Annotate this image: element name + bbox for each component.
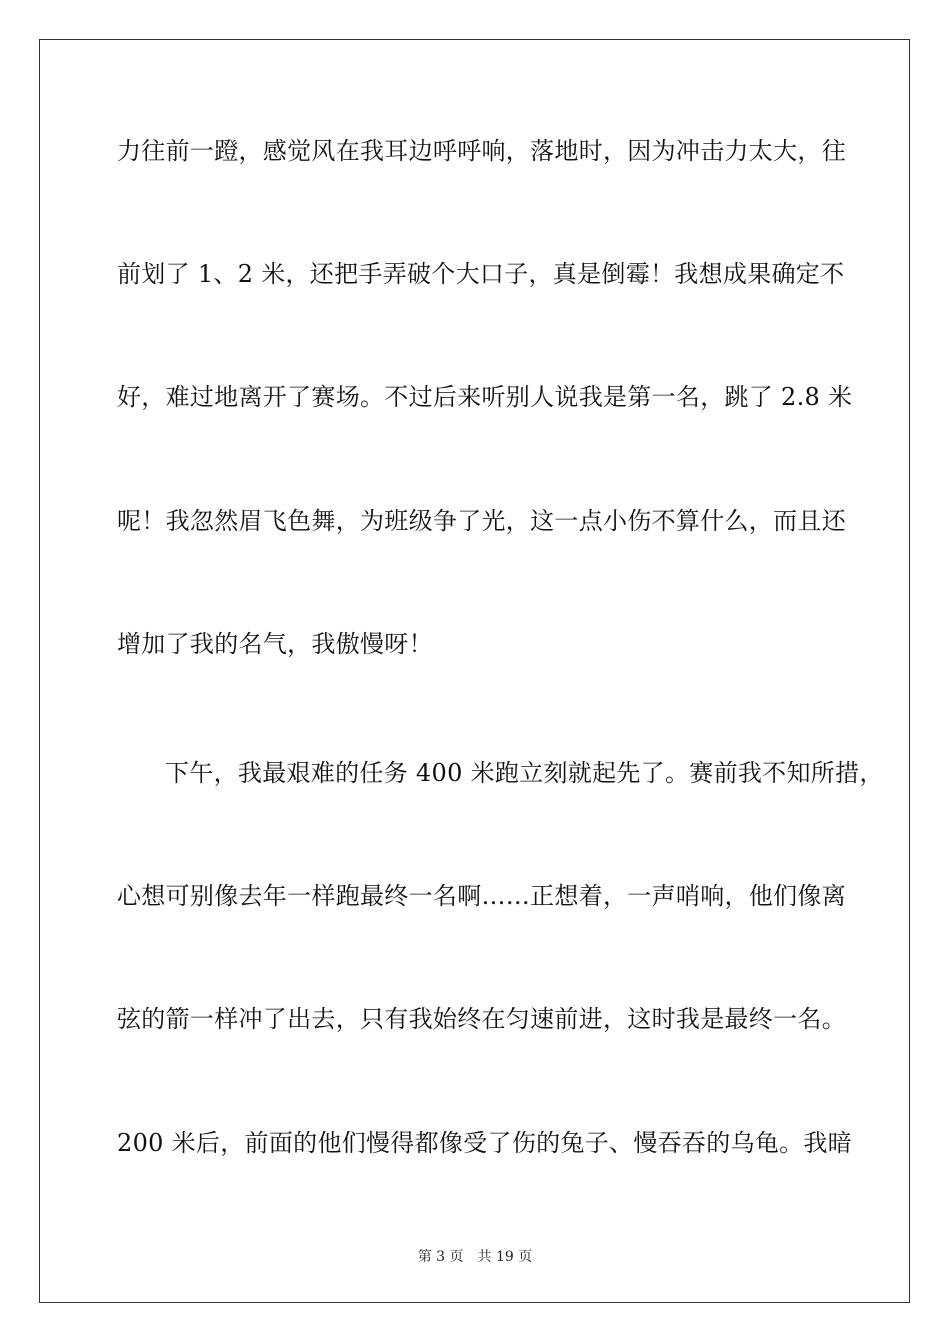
page-frame <box>39 39 910 1303</box>
body-line-8: 弦的箭一样冲了出去，只有我始终在匀速前进，这时我是最终一名。 <box>117 1005 846 1033</box>
body-line-1: 力往前一蹬，感觉风在我耳边呼呼响，落地时，因为冲击力太大，往 <box>117 137 846 165</box>
page-footer <box>0 1248 950 1266</box>
body-line-5: 增加了我的名气，我傲慢呀！ <box>117 630 433 658</box>
body-line-6: 下午，我最艰难的任务 400 米跑立刻就起先了。赛前我不知所措， <box>165 759 884 787</box>
body-line-4: 呢！我忽然眉飞色舞，为班级争了光，这一点小伤不算什么，而且还 <box>117 507 846 535</box>
body-line-7: 心想可别像去年一样跑最终一名啊……正想着，一声哨响，他们像离 <box>117 882 846 910</box>
page-total: 共 19 页 <box>477 1249 533 1265</box>
body-line-9: 200 米后，前面的他们慢得都像受了伤的兔子、慢吞吞的乌龟。我暗 <box>117 1129 853 1157</box>
page-number: 第 3 页 <box>417 1249 464 1265</box>
body-line-3: 好，难过地离开了赛场。不过后来听别人说我是第一名，跳了 2.8 米 <box>117 383 853 411</box>
body-line-2: 前划了 1、2 米，还把手弄破个大口子，真是倒霉！我想成果确定不 <box>117 260 845 288</box>
